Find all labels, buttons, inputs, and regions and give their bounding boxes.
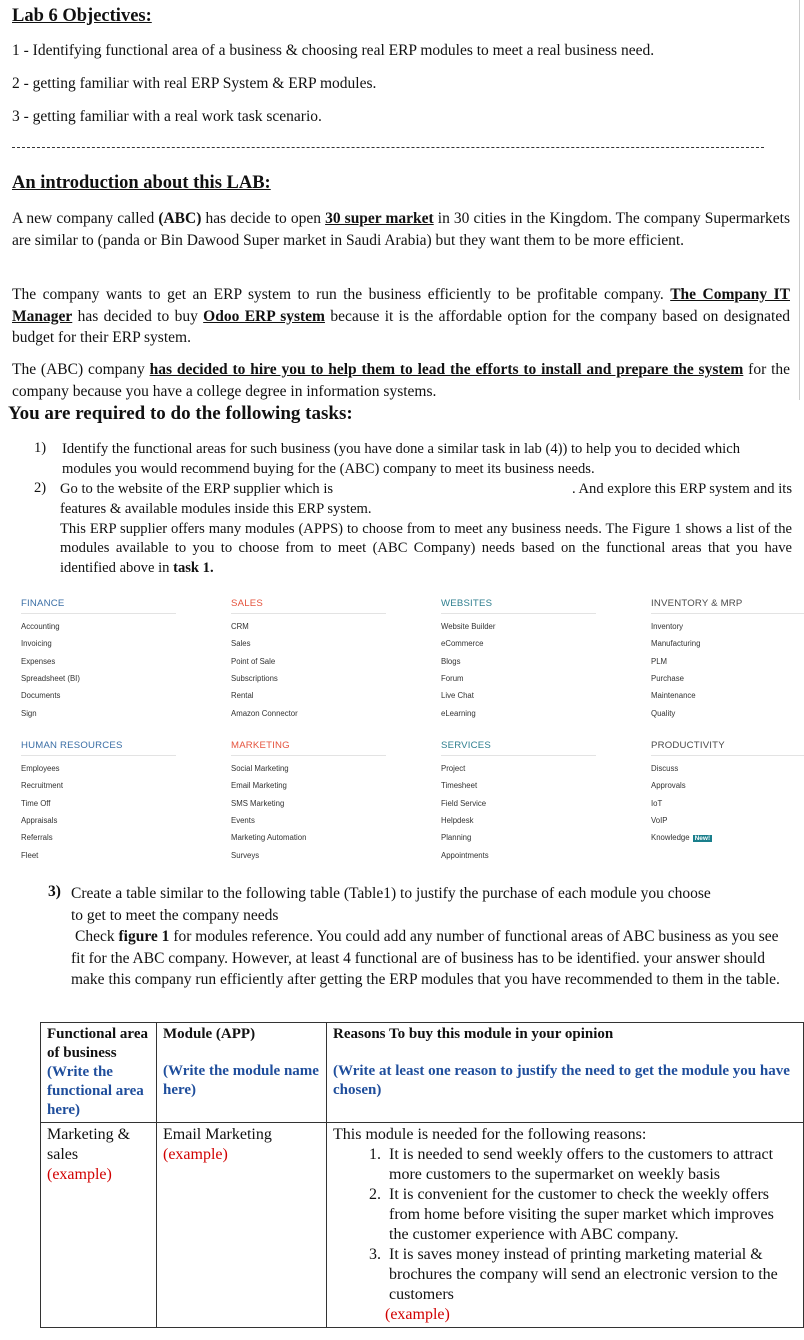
table-row xyxy=(41,1123,804,1328)
module-item[interactable]: Purchase xyxy=(651,673,684,683)
section-divider xyxy=(12,147,764,148)
new-badge: New! xyxy=(694,835,711,843)
module-item[interactable]: Planning xyxy=(441,833,472,843)
module-item[interactable]: Spreadsheet (BI) xyxy=(21,673,80,683)
header-module: Module (APP) (Write the module name here) xyxy=(157,1023,327,1123)
module-category-title: MARKETING xyxy=(231,740,290,751)
category-underline xyxy=(21,755,176,756)
module-item[interactable]: Forum xyxy=(441,673,464,683)
module-item[interactable]: CRM xyxy=(231,622,249,631)
module-item[interactable]: Knowledge New! xyxy=(651,833,711,843)
task-1: Identify the functional areas for such business (you have done a similar task in lab (4)) to help you to decided which modules you would recommend buying for the (ABC) company to meet its business needs. xyxy=(62,441,741,477)
objective-1: 1 - Identifying functional area of a business & choosing real ERP modules to meet a real business need. xyxy=(12,42,655,59)
module-item[interactable]: Inventory xyxy=(651,622,684,631)
module-item[interactable]: Approvals xyxy=(651,781,686,791)
module-category-title: SERVICES xyxy=(441,740,491,751)
intro-paragraph-3: The (ABC) company has decided to hire you to help them to lead the efforts to install and prepare the system for the company because you have a college degree in information systems. xyxy=(12,361,791,400)
tasks-heading: You are required to do the following tasks: xyxy=(8,403,353,424)
module-item[interactable]: Subscriptions xyxy=(231,673,278,683)
module-item[interactable]: Website Builder xyxy=(441,622,496,631)
module-item[interactable]: Marketing Automation xyxy=(231,833,307,843)
category-underline xyxy=(651,613,804,614)
module-item[interactable]: Accounting xyxy=(21,622,60,631)
module-item[interactable]: Blogs xyxy=(441,656,461,666)
module-item[interactable]: IoT xyxy=(651,798,663,808)
task-1-number: 1) xyxy=(34,440,47,456)
module-item[interactable]: eLearning xyxy=(441,708,476,718)
objective-2: 2 - getting familiar with real ERP System & ERP modules. xyxy=(12,75,377,92)
module-item[interactable]: Timesheet xyxy=(441,781,478,791)
task-3: Create a table similar to the following table (Table1) to justify the purchase of each module you choose to get to meet the company needs Check figure 1 for modules reference. You could add any number of functional areas of ABC business as you see fit for the ABC company. However, at least 4 functional are of business has to be identified. your answer should make this company run efficiently after getting the ERP modules that you have recommended to them in the table. xyxy=(71,885,780,988)
header-reasons: Reasons To buy this module in your opinion (Write at least one reason to justify the need to get the module you have chosen) xyxy=(327,1023,804,1123)
module-category-title: PRODUCTIVITY xyxy=(651,740,725,751)
objective-3: 3 - getting familiar with a real work task scenario. xyxy=(12,108,322,125)
module-item[interactable]: Sales xyxy=(231,639,251,649)
module-item[interactable]: eCommerce xyxy=(441,639,484,649)
intro-heading: An introduction about this LAB: xyxy=(12,173,271,193)
module-item[interactable]: PLM xyxy=(651,656,668,666)
module-category-title: SALES xyxy=(231,598,263,609)
category-underline xyxy=(441,613,596,614)
category-underline xyxy=(441,755,596,756)
module-category-title: HUMAN RESOURCES xyxy=(21,740,123,751)
module-item[interactable]: Referrals xyxy=(21,833,53,843)
module-category-title: FINANCE xyxy=(21,598,65,609)
module-item[interactable]: Surveys xyxy=(231,850,260,860)
category-underline xyxy=(231,613,386,614)
module-item[interactable]: Invoicing xyxy=(21,639,52,649)
module-item[interactable]: Recruitment xyxy=(21,781,64,791)
module-item[interactable]: Live Chat xyxy=(441,691,474,701)
module-item[interactable]: Helpdesk xyxy=(441,815,474,825)
module-item[interactable]: Expenses xyxy=(21,656,56,666)
module-item[interactable]: Amazon Connector xyxy=(231,708,298,718)
module-item[interactable]: Documents xyxy=(21,691,61,701)
module-item[interactable]: Sign xyxy=(21,708,37,718)
module-item[interactable]: Point of Sale xyxy=(231,656,276,666)
module-item[interactable]: Project xyxy=(441,764,466,773)
category-underline xyxy=(231,755,386,756)
cell-module: Email Marketing (example) xyxy=(157,1123,327,1328)
reason-item: 2. It is convenient for the customer to check the weekly offers from home before visiting the super market which improves the customer experience with ABC company. xyxy=(385,1185,797,1245)
category-underline xyxy=(651,755,804,756)
task-3-number: 3) xyxy=(48,883,61,900)
module-item[interactable]: Appointments xyxy=(441,850,489,860)
module-item[interactable]: Manufacturing xyxy=(651,639,701,649)
reasons-list xyxy=(333,1145,797,1305)
module-category-title: WEBSITES xyxy=(441,598,493,609)
module-item[interactable]: Time Off xyxy=(21,798,51,808)
table-header-row xyxy=(41,1023,804,1123)
module-item[interactable]: Discuss xyxy=(651,764,679,773)
reason-item: 3. It is saves money instead of printing marketing material & brochures the company will send an electronic version to the customers xyxy=(385,1245,797,1305)
module-item[interactable]: Field Service xyxy=(441,798,487,808)
justification-table xyxy=(40,1022,804,1328)
header-functional-area: Functional area of business (Write the functional area here) xyxy=(41,1023,157,1123)
module-item[interactable]: Rental xyxy=(231,691,254,701)
module-item[interactable]: VoIP xyxy=(651,815,668,825)
category-underline xyxy=(21,613,176,614)
module-item[interactable]: Appraisals xyxy=(21,815,58,825)
module-category-title: INVENTORY & MRP xyxy=(651,598,743,609)
intro-paragraph-1: A new company called (ABC) has decide to open 30 super market in 30 cities in the Kingdom. The company Supermarkets are similar to (panda or Bin Dawood Super market in Saudi Arabia) but they want them to be more efficient. xyxy=(12,210,790,249)
cell-reasons: This module is needed for the following reasons: 1. It is needed to send weekly offers to the customers to attract more customers to the supermarket on weekly basis 2. It is convenient for the customer to check the weekly offers from home before visiting the super market which improves the customer experience with ABC company. 3. It is saves money instead of printing marketing material & brochures the company will send an electronic version to the customers (example) xyxy=(327,1123,804,1328)
page-edge xyxy=(799,0,800,400)
task-2: Go to the website of the ERP supplier which is . And explore this ERP system and its features & available modules inside this ERP system. This ERP supplier offers many modules (APPS) to choose from to meet any business needs. The Figure 1 shows a list of the modules available to you to choose from to meet (ABC Company) needs based on the functional areas that you have identified above in task 1. xyxy=(60,481,792,577)
module-item[interactable]: Events xyxy=(231,815,255,825)
reason-item: 1. It is needed to send weekly offers to the customers to attract more customers to the supermarket on weekly basis xyxy=(385,1145,797,1185)
module-item[interactable]: Employees xyxy=(21,764,60,773)
module-item[interactable]: Quality xyxy=(651,708,676,718)
module-item[interactable]: SMS Marketing xyxy=(231,798,285,808)
module-item[interactable]: Email Marketing xyxy=(231,781,287,791)
module-item[interactable]: Fleet xyxy=(21,850,39,860)
cell-functional-area: Marketing & sales (example) xyxy=(41,1123,157,1328)
intro-paragraph-2: The company wants to get an ERP system to run the business efficiently to be profitable company. The Company IT Manager has decided to buy Odoo ERP system because it is the affordable option for the company based on designated budget for their ERP system. xyxy=(12,286,790,346)
module-item[interactable]: Social Marketing xyxy=(231,764,289,773)
task-2-number: 2) xyxy=(34,480,47,496)
objectives-heading: Lab 6 Objectives: xyxy=(12,6,152,26)
module-item[interactable]: Maintenance xyxy=(651,691,696,701)
